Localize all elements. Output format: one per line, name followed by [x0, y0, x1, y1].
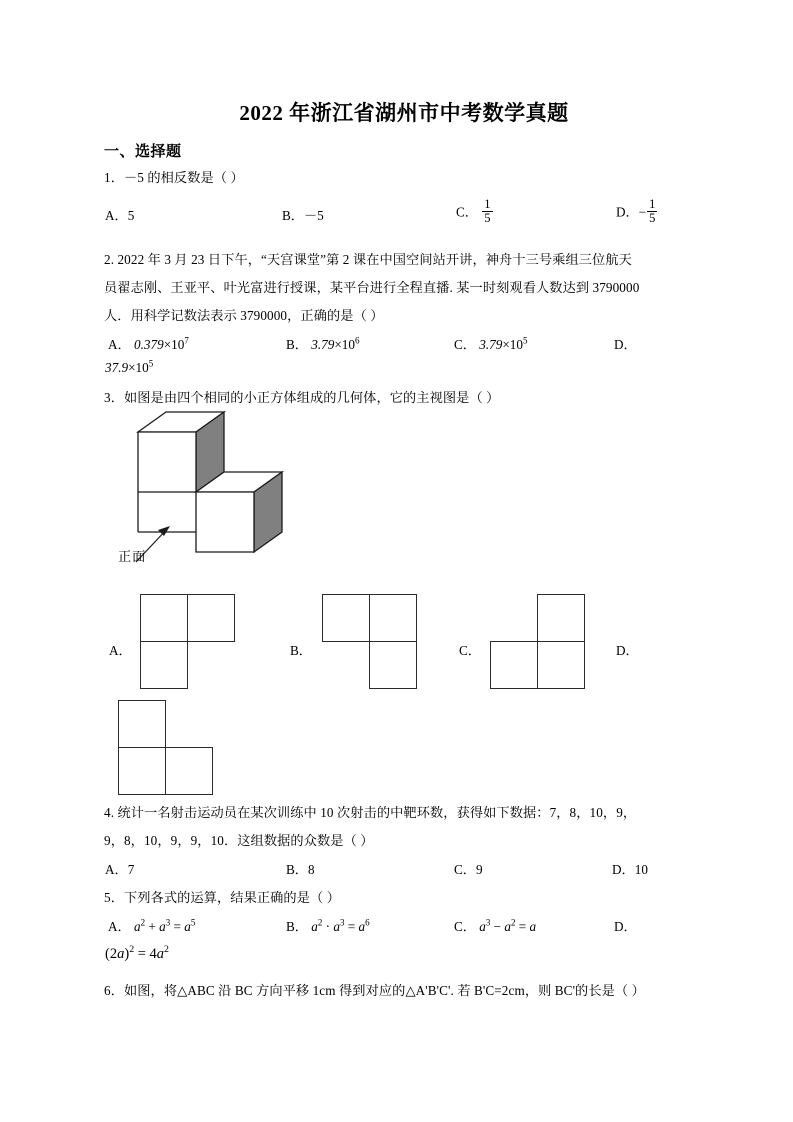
shape-square: [369, 641, 417, 689]
question-2-option-c[interactable]: [454, 334, 527, 353]
option-d-exponent: 5: [148, 358, 154, 369]
question-3-option-a-label[interactable]: A．: [109, 643, 132, 658]
option-b-value: 8: [307, 862, 315, 877]
option-c-mantissa: 3.79: [479, 337, 503, 352]
option-a-label: A．: [105, 862, 128, 877]
question-2-option-b[interactable]: [286, 334, 359, 353]
question-2-option-a[interactable]: [108, 334, 189, 353]
option-c-label: C．: [454, 862, 476, 877]
option-d-label: D．: [614, 337, 637, 352]
shape-square: [140, 641, 188, 689]
fraction-numerator: 1: [484, 197, 491, 211]
multiply-sign: ×: [128, 360, 136, 375]
question-3-stem: 3．如图是由四个相同的小正方体组成的几何体，它的主视图是（ ）: [104, 390, 500, 405]
shape-square: [322, 594, 370, 642]
option-d-expression: $(2a)^2 = 4a^2$: [105, 944, 169, 962]
option-b-mantissa: 3.79: [311, 337, 335, 352]
multiply-sign: ×: [502, 337, 510, 352]
question-3-option-c-label[interactable]: C．: [459, 643, 481, 658]
cube-front-face: [138, 432, 196, 492]
option-d-label: D．: [612, 862, 635, 877]
front-arrow-head: [158, 526, 170, 536]
question-5-option-d-value[interactable]: [105, 946, 169, 963]
option-c-value: 9: [475, 862, 483, 877]
option-a-mantissa: 0.379: [134, 337, 164, 352]
question-4-option-a[interactable]: [105, 859, 134, 878]
question-3-option-d-shape[interactable]: [118, 700, 218, 800]
shape-square: [187, 594, 235, 642]
shape-square: [165, 747, 213, 795]
cube-figure-svg: [114, 410, 344, 570]
option-c-label: C．: [454, 337, 476, 352]
question-5-option-d-label[interactable]: [614, 916, 637, 935]
section-heading-choice: 一、选择题: [104, 144, 182, 160]
fraction-one-fifth: [482, 198, 492, 225]
option-b-base: 10: [341, 337, 355, 352]
option-b-label: B．: [282, 208, 304, 223]
question-4-option-c[interactable]: [454, 859, 483, 878]
shape-square: [369, 594, 417, 642]
question-2-stem-line2: 员翟志刚、王亚平、叶光富进行授课，某平台进行全程直播. 某一时刻观看人数达到 3790000: [104, 280, 640, 295]
multiply-sign: ×: [163, 337, 172, 352]
option-d-mantissa: 37.9: [105, 360, 129, 375]
shape-square: [490, 641, 538, 689]
option-d-label: D．: [616, 204, 639, 220]
question-3-option-d-label[interactable]: D．: [616, 643, 639, 658]
question-5-option-a[interactable]: [108, 916, 195, 935]
option-b-exponent: 6: [354, 335, 360, 346]
option-d-label: D．: [614, 919, 637, 934]
option-a-label: A．: [108, 337, 131, 352]
shape-square: [537, 594, 585, 642]
question-1-option-b[interactable]: [282, 205, 324, 224]
shape-square: [537, 641, 585, 689]
option-a-value: 5: [127, 208, 135, 223]
shape-square: [118, 700, 166, 748]
option-c-label: C．: [456, 204, 478, 220]
question-2-stem-line1: 2. 2022 年 3 月 23 日下午，“天宫课堂”第 2 课在中国空间站开讲，神舟十三号乘组三位航天: [104, 252, 632, 267]
option-b-label: B．: [286, 862, 308, 877]
question-3-option-b-shape[interactable]: [322, 594, 422, 742]
question-2-option-d-label[interactable]: [614, 334, 637, 353]
option-a-label: A．: [105, 208, 128, 223]
option-b-label: B．: [286, 919, 308, 934]
cube-solid-figure: [114, 410, 344, 570]
shape-square: [118, 747, 166, 795]
option-b-expression: $a^2 \cdot a^3 = a^6$: [311, 917, 370, 934]
question-4-option-d[interactable]: [612, 859, 648, 878]
option-a-base: 10: [171, 337, 185, 352]
shape-square: [140, 594, 188, 642]
option-a-expression: $a^2 + a^3 = a^5$: [134, 917, 196, 934]
option-d-value: 10: [634, 862, 648, 877]
option-b-value: －5: [303, 208, 324, 223]
fraction-negative-one-fifth: [647, 198, 657, 225]
question-1-stem: 1．－5 的相反数是（ ）: [104, 170, 244, 185]
question-5-option-b[interactable]: [286, 916, 370, 935]
question-1-option-a[interactable]: [105, 205, 134, 224]
question-4-stem-line1: 4. 统计一名射击运动员在某次训练中 10 次射击的中靶环数，获得如下数据：7，8，10，9，: [104, 805, 637, 820]
question-3-option-b-label[interactable]: B．: [290, 643, 312, 658]
question-4-option-b[interactable]: [286, 859, 315, 878]
option-c-expression: $a^3 - a^2 = a$: [479, 917, 537, 934]
question-5-stem: 5．下列各式的运算，结果正确的是（ ）: [104, 890, 340, 905]
fraction-denominator: 5: [484, 211, 491, 226]
question-3-option-c-shape[interactable]: [490, 594, 590, 742]
option-b-label: B．: [286, 337, 308, 352]
option-a-exponent: 7: [184, 335, 189, 346]
question-2-option-d-value[interactable]: [105, 360, 153, 376]
question-1-option-c[interactable]: [456, 198, 494, 225]
option-c-base: 10: [509, 337, 523, 352]
page-title: 2022 年浙江省湖州市中考数学真题: [239, 101, 569, 125]
question-4-stem-line2: 9，8，10，9，9，10．这组数据的众数是（ ）: [104, 833, 374, 848]
minus-sign: −: [638, 204, 647, 220]
option-c-label: C．: [454, 919, 476, 934]
cube-front-face-2: [196, 492, 254, 552]
fraction-numerator: 1: [649, 197, 656, 211]
question-5-option-c[interactable]: [454, 916, 536, 935]
fraction-denominator: 5: [649, 211, 656, 226]
question-1-option-d[interactable]: [616, 198, 658, 225]
option-a-label: A．: [108, 919, 131, 934]
option-d-base: 10: [135, 360, 149, 375]
question-2-stem-line3: 人．用科学记数法表示 3790000，正确的是（ ）: [104, 308, 384, 323]
multiply-sign: ×: [334, 337, 342, 352]
option-a-value: 7: [127, 862, 135, 877]
question-6-stem: 6．如图，将△ABC 沿 BC 方向平移 1cm 得到对应的△A'B'C'. 若 B'C=2cm，则 BC'的长是（ ）: [104, 983, 645, 998]
front-view-label: 正面: [118, 549, 147, 564]
option-c-exponent: 5: [522, 335, 528, 346]
